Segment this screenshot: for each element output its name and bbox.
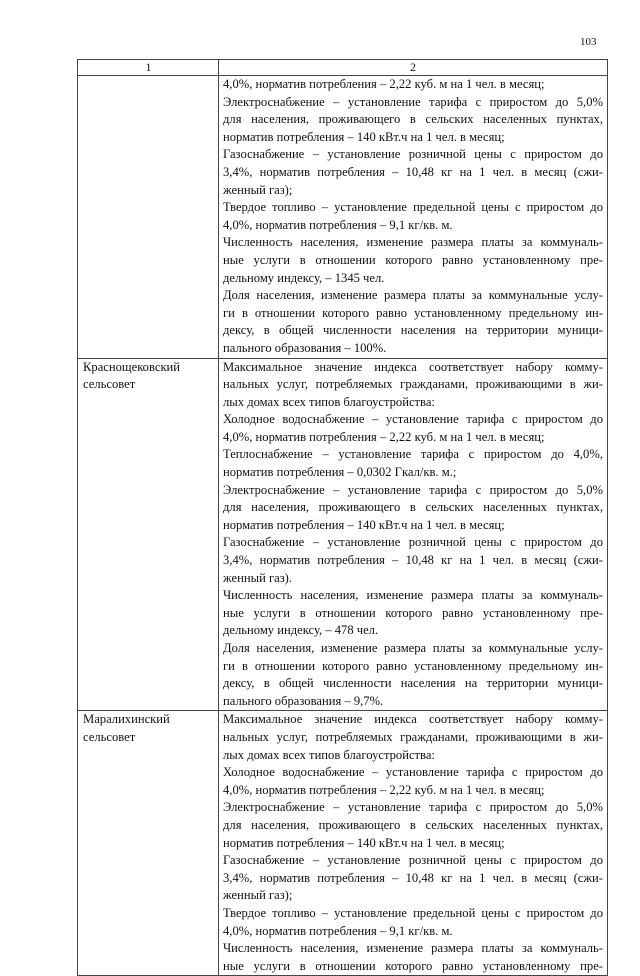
text-line: пального образования – 100%. bbox=[223, 340, 387, 355]
paragraph bbox=[223, 482, 603, 535]
paragraph bbox=[223, 940, 603, 975]
paragraph bbox=[223, 411, 603, 446]
municipality-name-line: Краснощековский bbox=[83, 359, 181, 374]
text-line: 3,4%, норматив потребления – 10,48 кг на 1 чел. в месяц (сжи- bbox=[223, 870, 603, 885]
text-line: Максимальное значение индекса соответствует набору комму- bbox=[223, 359, 603, 374]
text-line: для населения, проживающего в сельских населенных пунктах, bbox=[223, 500, 603, 515]
text-line: 4,0%, норматив потребления – 2,22 куб. м на 1 чел. в месяц; bbox=[223, 429, 545, 444]
text-line: Твердое топливо – установление предельной цены с приростом до bbox=[223, 200, 603, 215]
municipality-name-line: сельсовет bbox=[83, 377, 136, 392]
text-line: норматив потребления – 140 кВт.ч на 1 чел. в месяц; bbox=[223, 517, 505, 532]
text-line: Доля населения, изменение размера платы за коммунальные услу- bbox=[223, 641, 603, 655]
paragraph bbox=[223, 764, 603, 799]
text-line: дельному индексу, – 1345 чел. bbox=[223, 270, 385, 285]
paragraph bbox=[223, 76, 603, 94]
text-line: Газоснабжение – установление розничной цены с приростом до bbox=[223, 535, 603, 550]
text-line: лых домах всех типов благоустройства: bbox=[223, 747, 435, 762]
text-line: Газоснабжение – установление розничной цены с приростом до bbox=[223, 147, 603, 162]
text-line: нальных услуг, потребляемых гражданами, проживающими в жи- bbox=[223, 729, 603, 744]
text-line: Холодное водоснабжение – установление тарифа с приростом до bbox=[223, 412, 603, 427]
text-line: пального образования – 9,7%. bbox=[223, 693, 384, 708]
paragraph bbox=[223, 234, 603, 287]
text-line: Электроснабжение – установление тарифа с приростом до 5,0% bbox=[223, 94, 603, 109]
municipality-cell bbox=[78, 76, 219, 359]
text-line: Холодное водоснабжение – установление тарифа с приростом до bbox=[223, 765, 603, 780]
paragraph bbox=[223, 287, 603, 357]
text-line: 4,0%, норматив потребления – 9,1 кг/кв. м. bbox=[223, 217, 453, 232]
paragraph bbox=[223, 587, 603, 640]
text-line: Численность населения, изменение размера платы за коммуналь- bbox=[223, 941, 603, 956]
text-line: ные услуги в отношении которого равно установленному пре- bbox=[223, 958, 603, 973]
text-line: Твердое топливо – установление предельной цены с приростом до bbox=[223, 905, 603, 920]
text-line: женный газ). bbox=[223, 570, 293, 585]
text-line: 4,0%, норматив потребления – 2,22 куб. м на 1 чел. в месяц; bbox=[223, 77, 545, 91]
municipality-name-line: сельсовет bbox=[83, 729, 136, 744]
paragraph bbox=[223, 146, 603, 199]
paragraph bbox=[223, 534, 603, 587]
text-line: дельному индексу, – 478 чел. bbox=[223, 623, 379, 638]
paragraph bbox=[223, 94, 603, 147]
paragraph bbox=[223, 905, 603, 940]
text-line: ги в отношении которого равно установленному предельному ин- bbox=[223, 305, 603, 320]
table-row bbox=[78, 358, 608, 711]
text-line: 3,4%, норматив потребления – 10,48 кг на 1 чел. в месяц (сжи- bbox=[223, 553, 603, 568]
description-cell bbox=[219, 711, 608, 976]
page-number: 103 bbox=[580, 36, 597, 48]
text-line: Газоснабжение – установление розничной цены с приростом до bbox=[223, 853, 603, 868]
text-line: норматив потребления – 140 кВт.ч на 1 чел. в месяц; bbox=[223, 835, 505, 850]
column-header-2: 2 bbox=[219, 60, 608, 76]
paragraph bbox=[223, 711, 603, 764]
text-line: 4,0%, норматив потребления – 2,22 куб. м на 1 чел. в месяц; bbox=[223, 782, 545, 797]
paragraph bbox=[223, 199, 603, 234]
text-line: Численность населения, изменение размера платы за коммуналь- bbox=[223, 588, 603, 603]
text-line: нальных услуг, потребляемых гражданами, проживающими в жи- bbox=[223, 377, 603, 392]
description-cell bbox=[219, 76, 608, 359]
text-line: ные услуги в отношении которого равно установленному пре- bbox=[223, 252, 603, 267]
table-header-row bbox=[78, 60, 608, 76]
text-line: лых домах всех типов благоустройства: bbox=[223, 394, 435, 409]
table-row bbox=[78, 711, 608, 976]
municipality-name-line: Маралихинский bbox=[83, 712, 170, 727]
municipality-cell bbox=[78, 358, 219, 711]
municipality-cell bbox=[78, 711, 219, 976]
table-row bbox=[78, 76, 608, 359]
description-cell bbox=[219, 358, 608, 711]
text-line: Максимальное значение индекса соответствует набору комму- bbox=[223, 712, 603, 727]
data-table bbox=[77, 59, 608, 976]
text-line: женный газ); bbox=[223, 888, 293, 903]
text-line: женный газ); bbox=[223, 182, 293, 197]
column-header-1: 1 bbox=[78, 60, 219, 76]
text-line: 4,0%, норматив потребления – 9,1 кг/кв. м. bbox=[223, 923, 453, 938]
paragraph bbox=[223, 446, 603, 481]
text-line: для населения, проживающего в сельских населенных пунктах, bbox=[223, 817, 603, 832]
paragraph bbox=[223, 799, 603, 852]
paragraph bbox=[223, 359, 603, 412]
text-line: 3,4%, норматив потребления – 10,48 кг на 1 чел. в месяц (сжи- bbox=[223, 164, 603, 179]
text-line: дексу, в общей численности населения на территории муници- bbox=[223, 676, 603, 691]
text-line: дексу, в общей численности населения на территории муници- bbox=[223, 323, 603, 338]
text-line: Электроснабжение – установление тарифа с приростом до 5,0% bbox=[223, 482, 603, 497]
text-line: Теплоснабжение – установление тарифа с приростом до 4,0%, bbox=[223, 447, 603, 462]
paragraph bbox=[223, 852, 603, 905]
text-line: для населения, проживающего в сельских населенных пунктах, bbox=[223, 112, 603, 127]
paragraph bbox=[223, 640, 603, 710]
text-line: Доля населения, изменение размера платы за коммунальные услу- bbox=[223, 288, 603, 303]
text-line: норматив потребления – 140 кВт.ч на 1 чел. в месяц; bbox=[223, 129, 505, 144]
text-line: ные услуги в отношении которого равно установленному пре- bbox=[223, 605, 603, 620]
text-line: Электроснабжение – установление тарифа с приростом до 5,0% bbox=[223, 800, 603, 815]
text-line: Численность населения, изменение размера платы за коммуналь- bbox=[223, 235, 603, 250]
text-line: ги в отношении которого равно установленному предельному ин- bbox=[223, 658, 603, 673]
text-line: норматив потребления – 0,0302 Гкал/кв. м.; bbox=[223, 465, 457, 480]
